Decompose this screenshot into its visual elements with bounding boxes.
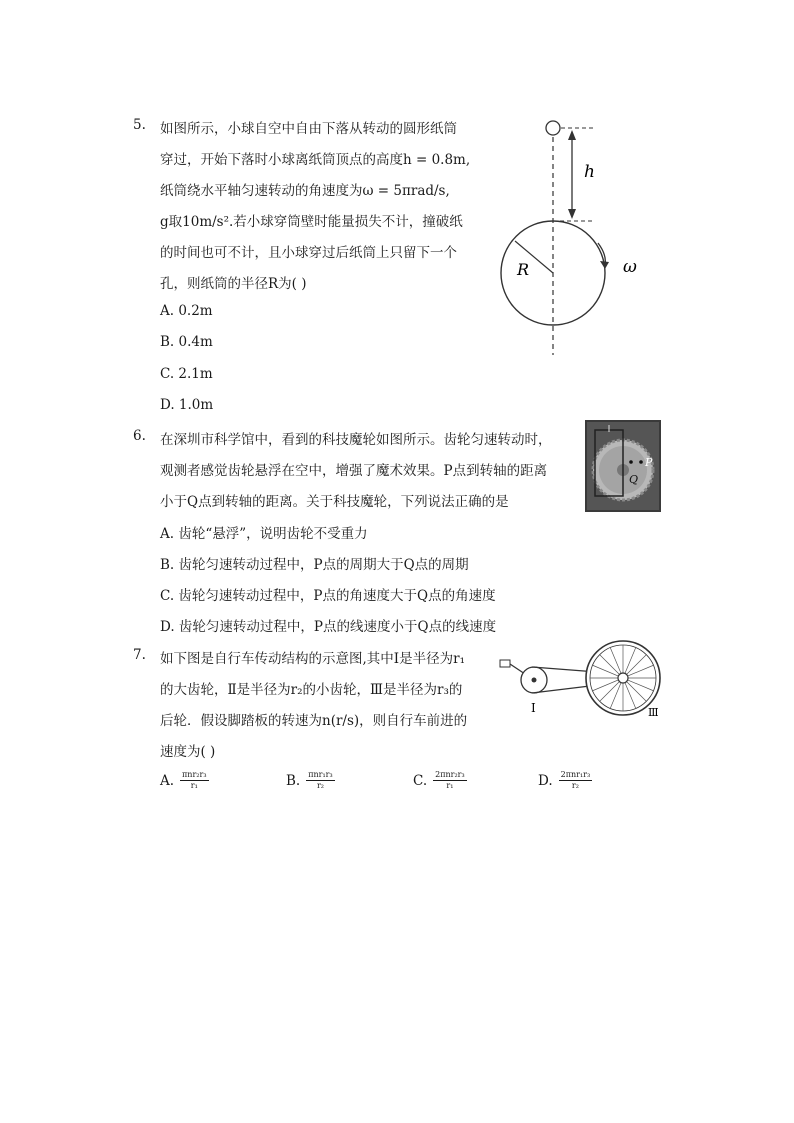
numerator: πnr₂r₃ [182,770,207,779]
question-number: 6. [133,428,146,444]
numerator: πnr₁r₃ [308,770,333,779]
option-a [160,770,209,791]
numerator: 2πnr₂r₃ [435,770,465,779]
question-number: 7. [133,647,146,663]
option-letter: D. [538,772,553,789]
denominator: r₂ [316,781,324,790]
ball-icon [546,121,560,135]
question-text-line: 的大齿轮，Ⅱ是半径为r₂的小齿轮，Ⅲ是半径为r₃的 [160,682,463,698]
fraction [180,770,208,791]
option-d [538,770,592,791]
numerator: 2πnr₁r₃ [560,770,591,779]
bicycle-transmission-figure [498,636,663,718]
question-text-line: 纸筒绕水平轴匀速转动的角速度为ω = 5πrad/s, [160,183,450,199]
fraction [433,770,467,791]
option-letter: B. [286,772,301,789]
label-omega: ω [623,257,637,277]
label-I: Ⅰ [531,701,536,715]
rotating-cylinder-figure [495,115,655,360]
label-h: h [584,162,595,182]
question-text-line: 小于Q点到转轴的距离。关于科技魔轮，下列说法正确的是 [160,494,509,510]
magic-gear-photo [585,420,661,512]
fraction [559,770,593,791]
question-number: 5. [133,117,146,133]
option-a: A. 0.2m [160,303,213,319]
option-b: B. 齿轮匀速转动过程中，P点的周期大于Q点的周期 [160,557,469,573]
question-text-line: 观测者感觉齿轮悬浮在空中，增强了魔术效果。P点到转轴的距离 [160,463,548,479]
option-c [413,770,467,791]
option-b: B. 0.4m [160,334,213,350]
option-letter: C. [413,772,428,789]
label-Q: Q [629,473,639,486]
option-a: A. 齿轮“悬浮”，说明齿轮不受重力 [160,526,368,542]
question-text-line: g取10m/s².若小球穿筒壁时能量损失不计，撞破纸 [160,214,463,230]
fraction [306,770,334,791]
label-R: R [517,260,530,279]
question-text-line: 如图所示，小球自空中自由下落从转动的圆形纸筒 [160,121,457,137]
denominator: r₁ [190,781,198,790]
option-b [286,770,335,791]
denominator: r₁ [446,781,454,790]
question-text-line: 后轮．假设脚踏板的转速为n(r/s)，则自行车前进的 [160,713,468,729]
option-c: C. 齿轮匀速转动过程中，P点的角速度大于Q点的角速度 [160,588,496,604]
small-gear-icon [618,673,628,683]
option-d: D. 齿轮匀速转动过程中，P点的线速度小于Q点的线速度 [160,619,497,635]
question-text-line: 穿过，开始下落时小球离纸筒顶点的高度h = 0.8m, [160,152,471,168]
option-c: C. 2.1m [160,366,213,382]
question-text-line: 在深圳市科学馆中，看到的科技魔轮如图所示。齿轮匀速转动时， [160,432,552,448]
option-d: D. 1.0m [160,397,214,413]
question-text-line: 孔，则纸筒的半径R为( ) [160,276,307,292]
option-letter: A. [160,772,175,789]
question-text-line: 速度为( ) [160,744,216,760]
question-text-line: 如下图是自行车传动结构的示意图,其中Ⅰ是半径为r₁ [160,651,465,667]
label-III: Ⅲ [648,706,659,718]
question-text-line: 的时间也可不计，且小球穿过后纸筒上只留下一个 [160,245,457,261]
denominator: r₂ [571,781,579,790]
label-P: P [645,456,653,469]
